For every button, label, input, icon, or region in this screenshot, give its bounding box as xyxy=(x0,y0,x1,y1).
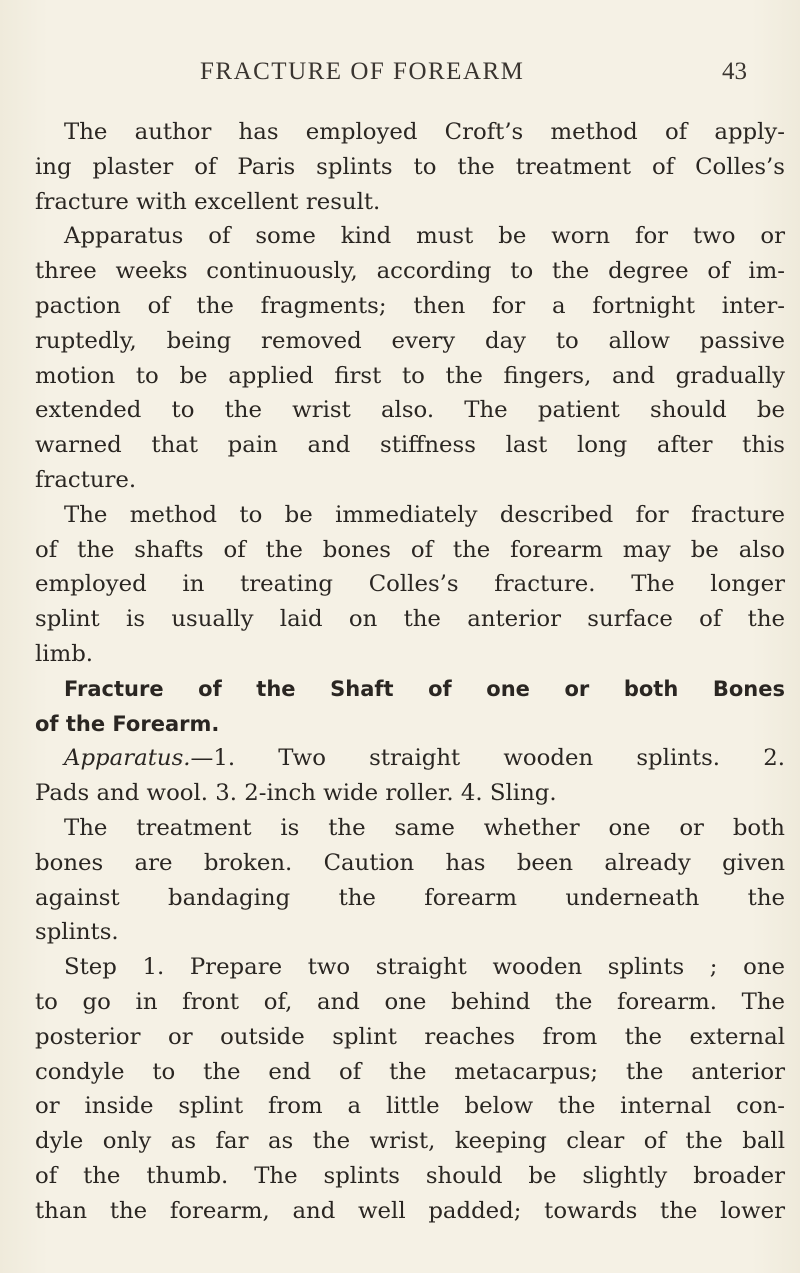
text-line: fracture. xyxy=(35,466,137,493)
text-line: three weeks continuously, according to the degree of im- xyxy=(35,258,785,285)
body-text xyxy=(35,115,785,1229)
text-line: Apparatus of some kind must be worn for two or xyxy=(64,223,785,250)
apparatus-line xyxy=(35,741,785,776)
text-line: condyle to the end of the metacarpus; the anterior xyxy=(35,1058,785,1085)
text-line: extended to the wrist also. The patient should be xyxy=(35,397,785,424)
text-line: than the forearm, and well padded; towards the lower xyxy=(35,1197,785,1224)
text-line: employed in treating Colles’s fracture. The longer xyxy=(35,571,785,598)
section-heading-continued: of the Forearm. xyxy=(35,711,220,736)
text-line: The method to be immediately described for fracture xyxy=(64,501,785,528)
text-line: dyle only as far as the wrist, keeping clear of the ball xyxy=(35,1128,785,1155)
page-header xyxy=(0,58,800,98)
page-number: 43 xyxy=(722,58,747,85)
section-heading: Fracture of the Shaft of one or both Bones xyxy=(64,676,785,701)
apparatus-label: Apparatus. xyxy=(64,745,191,772)
text-line: posterior or outside splint reaches from the external xyxy=(35,1023,785,1050)
text-line: of the shafts of the bones of the forearm may be also xyxy=(35,536,785,563)
text-line: warned that pain and stiffness last long after this xyxy=(35,432,785,459)
text-line: ing plaster of Paris splints to the treatment of Colles’s xyxy=(35,153,785,180)
text-line: fracture with excellent result. xyxy=(35,188,381,215)
text-line: The author has employed Croft’s method of apply- xyxy=(64,119,785,145)
text-line: of the thumb. The splints should be slightly broader xyxy=(35,1162,785,1189)
text-line: against bandaging the forearm underneath the xyxy=(35,884,785,911)
text-line: Pads and wool. 3. 2-inch wide roller. 4. Sling. xyxy=(35,780,557,807)
text-line: motion to be applied first to the fingers, and gradually xyxy=(35,362,785,389)
text-line: bones are broken. Caution has been already given xyxy=(35,849,785,876)
text-line: to go in front of, and one behind the forearm. The xyxy=(35,988,785,1015)
text-line: splint is usually laid on the anterior surface of the xyxy=(35,606,785,633)
text-line: or inside splint from a little below the internal con- xyxy=(35,1093,785,1120)
running-title: FRACTURE OF FOREARM xyxy=(200,58,525,85)
text-line: paction of the fragments; then for a fortnight inter- xyxy=(35,292,785,319)
text-line: ruptedly, being removed every day to allow passive xyxy=(35,327,785,354)
text-line: limb. xyxy=(35,640,94,667)
text-line: The treatment is the same whether one or both xyxy=(64,814,785,841)
apparatus-items: —1. Two straight wooden splints. 2. xyxy=(190,745,785,772)
text-line: splints. xyxy=(35,919,119,946)
text-line: Step 1. Prepare two straight wooden splints ; one xyxy=(64,954,785,981)
